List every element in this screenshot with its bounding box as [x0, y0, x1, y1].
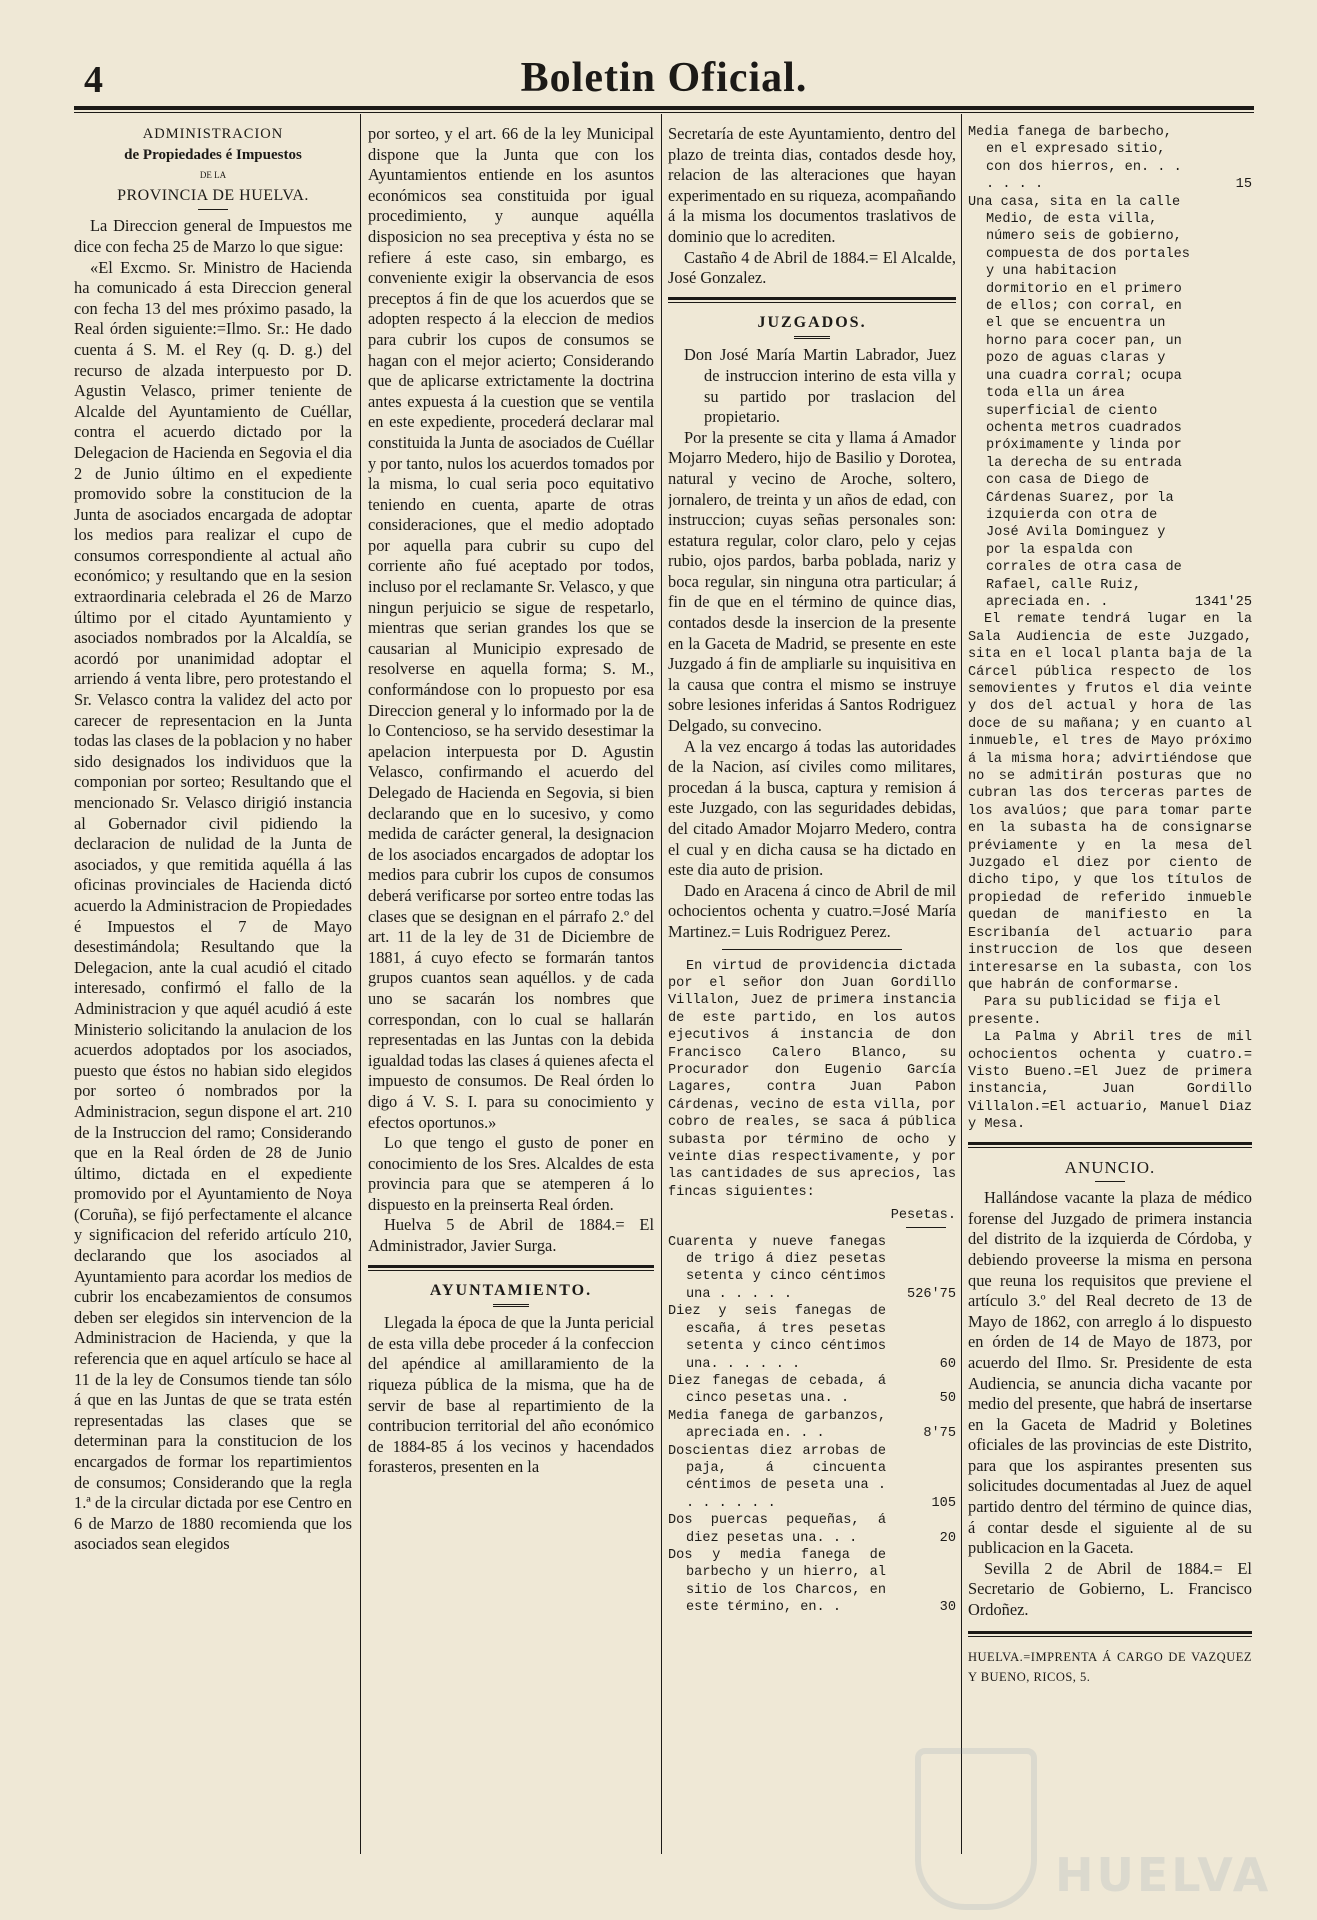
- column-1: [74, 124, 352, 1849]
- separator: [493, 1304, 529, 1307]
- paragraph: Para su publicidad se fija el presente.: [968, 995, 1221, 1028]
- paragraph: A la vez encargo á todas las autoridades de la Nacion, así civiles como militares, procedan á la busca, captura y remision á este Juzgado, con las seguridades debidas, del citado Amador Mojarro Medero, contra el cual y en dicha causa se ha dictado en este dia auto de prision.: [668, 736, 956, 880]
- finca-item: Diez fanegas de cebada, á cinco pesetas una. . 50: [668, 1373, 956, 1407]
- column-divider: [360, 114, 361, 1854]
- separator: [1095, 1181, 1125, 1182]
- paragraph: «El Excmo. Sr. Ministro de Hacienda ha comunicado á esta Direccion general con fecha 13 del mes próximo pasado, la Real órden siguiente:=Ilmo. Sr.: He dado cuenta á S. M. el Rey (q. D. g.) del recurso de alzada interpuesto por D. Agustin Velasco, primer teniente de Alcalde del Ayuntamiento de Cuéllar, contra el acuerdo dictado por la Delegacion de Hacienda en Segovia el dia 2 de Junio último en el expediente promovido sobre la constitucion de la Junta de asociados encargada de adoptar los medios para realizar el cupo de consumos correspondiente al actual año económico; y resultando que en la sesion extraordinaria celebrada el 26 de Marzo último por el citado Ayuntamiento y asociados nombrados por la Alcaldía, se acordó por unanimidad adoptar el arriendo á venta libre, pero protestando el Sr. Velasco contra la validez del acto por carecer de representacion en la Junta todas las clases de la poblacion y no haber sido designados los individuos que la componian por sorteo; Resultando que el mencionado Sr. Velasco dirigió instancia al Gobernador civil pidiendo la declaracion de nulidad de la Junta de asociados, y que remitida aquélla á las oficinas provinciales de Hacienda dictó acuerdo la Administracion de Propiedades é Impuestos el 7 de Mayo desestimándola; Resultando que la Delegacion, ante la cual acudió el citado interesado, confirmó el fallo de la Administracion y que aquél acudió á este Ministerio solicitando la anulacion de los acuerdos adoptados por los asociados, puesto que éstos no habian sido elegidos por sorteo ó nombrados por la Administracion, segun dispone el art. 210 de la Instruccion del ramo; Considerando que en la Real órden de 28 de Junio último, dictada en el expediente promovido por el Ayuntamiento de Noya (Coruña), se fijó perfectamente el alcance y significacion del referido artículo 210, declarando que los asociados al Ayuntamiento para acordar los medios de cubrir los encabezamientos de consumos deben ser elegidos sin intervencion de la Administracion de Hacienda, y que la referencia que en aquel artículo se hace al 11 de la ley de Consumos tiende tan sólo á que en las Juntas de que se trata estén representadas las clases que se determinan para la constitucion de los encargados de formar los repartimientos de consumos; Considerando que la regla 1.ª de la circular dictada por ese Centro en 6 de Marzo de 1880 recomienda que los asociados sean elegidos: [74, 257, 352, 1554]
- section-heading-administracion: ADMINISTRACION de Propiedades é Impuestos DE LA PROVINCIA DE HUELVA.: [117, 126, 309, 204]
- finca-item: Diez y seis fanegas de escaña, á tres pesetas setenta y cinco céntimos una. . . . . . 60: [668, 1304, 956, 1372]
- page-number: 4: [84, 59, 103, 101]
- paragraph: El remate tendrá lugar en la Sala Audiencia de este Juzgado, sita en el local planta baja de la Cárcel pública respecto de los semovientes y frutos el dia veinte y dos del actual y hora de las doce de su mañana; y en cuanto al inmueble, el tres de Mayo próximo á la misma hora; advirtiéndose que no se admitirán posturas que no cubran las dos terceras partes de los avalúos; que para tomar parte en la subasta ha de consignarse préviamente y en la mesa del Juzgado el diez por ciento de dicho tipo, y que los títulos de propiedad de referido inmueble quedan de manifiesto en la Escribanía del actuario para instruccion de los que deseen interesarse en la subasta, con los que habrán de conformarse.: [968, 612, 1252, 993]
- subasta-notice: [668, 958, 956, 1617]
- header-rule: [74, 106, 1254, 110]
- column-2: [368, 124, 654, 1849]
- finca-item: Media fanega de garbanzos, apreciada en. . . 8'75: [668, 1408, 956, 1442]
- subasta-continued: [968, 124, 1252, 1134]
- paragraph: Hallándose vacante la plaza de médico forense del Juzgado de primera instancia del distrito de la izquierda de Córdoba, y debiendo proveerse la misma en persona que reuna los requisitos que previene el artículo 3.º del Real decreto de 13 de Mayo de 1862, con arreglo á lo dispuesto en órden de 14 de Mayo de 1873, por acuerdo del Ilmo. Sr. Presidente de esta Audiencia, se anuncia dicha vacante por medio del presente, que habrá de insertarse en la Gaceta de Madrid y Boletines oficiales de las provincias de este Distrito, para que los aspirantes presenten sus solicitudes documentadas al Juez de aquel partido dentro del término de quince dias, á contar desde el siguiente al de su publicacion en la Gaceta.: [968, 1188, 1252, 1558]
- paragraph: La Palma y Abril tres de mil ochocientos ochenta y cuatro.= Visto Bueno.=El Juez de primera instancia, Juan Gordillo Villalon.=El actuario, Manuel Diaz y Mesa.: [968, 1030, 1252, 1133]
- finca-item: Dos y media fanega de barbecho y un hierro, al sitio de los Charcos, en este término, en. . 30: [668, 1547, 956, 1616]
- section-title-ayuntamiento: AYUNTAMIENTO.: [429, 1281, 593, 1299]
- separator: [722, 949, 902, 950]
- masthead-title: Boletin Oficial.: [520, 55, 808, 101]
- column-4: [968, 124, 1252, 1849]
- paragraph: Llegada la época de que la Junta pericial de esta villa debe proceder á la confeccion del apéndice al amillaramiento de la riqueza pública de la misma, que ha de servir de base al repartimiento de la contribucion territorial del año económico de 1884-85 á los vecinos y hacendados forasteros, presenten en la: [368, 1313, 654, 1477]
- paragraph: Secretaría de este Ayuntamiento, dentro del plazo de treinta dias, contados desde hoy, relacion de las alteraciones que hayan experimentado en su riqueza, acompañando á la misma los documentos traslativos de dominio que lo acrediten.: [668, 124, 956, 246]
- section-title-anuncio: ANUNCIO.: [1064, 1157, 1156, 1177]
- coat-of-arms-icon: [915, 1748, 1037, 1910]
- paragraph: Castaño 4 de Abril de 1884.= El Alcalde, José Gonzalez.: [668, 247, 956, 288]
- paragraph: Por la presente se cita y llama á Amador Mojarro Medero, hijo de Basilio y Dorotea, natural y vecino de Aroche, soltero, jornalero, de treinta y un años de edad, con instruccion; cuyas señas personales son: estatura regular, color claro, pelo y cejas rubio, ojos pardos, barba poblada, nariz y boca regular, sin ninguna otra particular; á fin de que en el término de quince dias, contados desde la insercion de la presente en la Gaceta de Madrid, se presente en este Juzgado á fin de ampliarle su inquisitiva en la causa que contra el mismo se instruye sobre lesiones inferidas á Santos Rodriguez Delgado, su convecino.: [668, 427, 956, 736]
- column-divider: [961, 114, 962, 1854]
- separator: [198, 209, 228, 210]
- paragraph: La Direccion general de Impuestos me dice con fecha 25 de Marzo lo que sigue:: [74, 216, 352, 256]
- separator: [794, 336, 830, 339]
- paragraph: Don José María Martin Labrador, Juez de instruccion interino de esta villa y su partido por traslacion del propietario.: [684, 345, 956, 427]
- section-title-juzgados: JUZGADOS.: [757, 313, 867, 331]
- finca-item: Cuarenta y nueve fanegas de trigo á diez pesetas setenta y cinco céntimos una . . . . . 526'75: [668, 1234, 956, 1302]
- watermark-text: HUELVA: [1055, 1848, 1272, 1902]
- paragraph: En virtud de providencia dictada por el señor don Juan Gordillo Villalon, Juez de primera instancia de este partido, en los autos ejecutivos á instancia de don Francisco Calero Blanco, su Procurador don Eugenio García Lagares, contra Juan Pabon Cárdenas, vecino de esta villa, por cobro de reales, se saca á pública subasta por término de ocho y veinte dias respectivamente, y por las cantidades de sus aprecios, las fincas siguientes:: [668, 958, 956, 1200]
- finca-item: Una casa, sita en la calle Medio, de esta villa, número seis de gobierno, compuesta de dos portales y una habitacion dormitorio en el primero de ellos; con corral, en el que se encuentra un horno para cocer pan, un pozo de aguas claras y una cuadra corral; ocupa toda ella un área superficial de ciento ochenta metros cuadrados próximamente y linda por la derecha de su entrada con casa de Diego de Cárdenas Suarez, por la izquierda con otra de José Avila Dominguez y por la espalda con corrales de otra casa de Rafael, calle Ruiz, apreciada en. . 1341'25: [968, 194, 1252, 610]
- column-divider: [661, 114, 662, 1854]
- section-rule: [968, 1142, 1252, 1148]
- pesetas-label: Pesetas.: [890, 1208, 956, 1224]
- archive-watermark: [905, 1718, 1272, 1918]
- column-3: [668, 124, 956, 1849]
- section-rule: [368, 1265, 654, 1271]
- paragraph: Lo que tengo el gusto de poner en conocimiento de los Sres. Alcaldes de esta provincia para que se atemperen á lo dispuesto en la preinserta Real órden.: [368, 1133, 654, 1214]
- finca-item: Dos puercas pequeñas, á diez pesetas una. . . 20: [668, 1513, 956, 1546]
- page-header: [74, 50, 1254, 110]
- finca-item: Doscientas diez arrobas de paja, á cincuenta céntimos de peseta una . . . . . . . 105: [668, 1443, 956, 1511]
- printer-imprint: HUELVA.=IMPRENTA Á CARGO DE VAZQUEZ Y BUENO, RICOS, 5.: [968, 1649, 1252, 1685]
- finca-item: Media fanega de barbecho, en el expresado sitio, con dos hierros, en. . . . . . . 15: [968, 125, 1252, 193]
- paragraph: Sevilla 2 de Abril de 1884.= El Secretario de Gobierno, L. Francisco Ordoñez.: [968, 1558, 1252, 1620]
- separator: [906, 1227, 946, 1228]
- section-rule: [668, 297, 956, 303]
- paragraph: Huelva 5 de Abril de 1884.= El Administrador, Javier Surga.: [368, 1215, 654, 1256]
- paragraph: Dado en Aracena á cinco de Abril de mil ochocientos ochenta y cuatro.=José María Martinez.= Luis Rodriguez Perez.: [668, 880, 956, 941]
- paragraph: por sorteo, y el art. 66 de la ley Municipal dispone que la Junta que con los Ayuntamientos entiende en los asuntos económicos sea constituida por igual procedimiento, y aunque aquélla disposicion no sea preceptiva y ésta no se refiere á este caso, sin embargo, es conveniente exigir la observancia de esos preceptos á fin de que los acuerdos que se adopten respecto á la eleccion de medios para cubrir los cupos de consumos se hagan con el mejor acierto; Considerando que de aplicarse extrictamente la doctrina antes expuesta á la cuestion que se ventila en este expediente, procederá declarar mal constituida la Junta de asociados de Cuéllar y por tanto, nulos los acuerdos tomados por la misma, lo cual seria poco equitativo teniendo en cuenta, aparte de otras consideraciones, que el medio adoptado por aquella para cubrir su cupo del corriente año fué aceptado por todos, incluso por el reclamante Sr. Velasco, y que ningun perjuicio se sigue de respetarlo, mientras que serian grandes los que se causarian al Municipio expresado de resolverse en aquella forma; S. M., conformándose con lo propuesto por esa Direccion general y lo informado por la de lo Contencioso, se ha servido desestimar la apelacion interpuesta por D. Agustin Velasco, confirmando el acuerdo del Delegado de Hacienda en Segovia, si bien declarando que en lo sucesivo, y como medida de carácter general, la designacion de los asociados encargados de adoptar los medios para cubrir los cupos de consumos deberá verificarse por sorteo entre todas las clases que se designan en el párrafo 2.º del art. 11 de la ley de 31 de Diciembre de 1881, á cuyo efecto se formarán tantos grupos cuantos sean aquéllos. y de cada uno se sacarán los nombres que correspondan, con lo cual se hallarán representadas en las Juntas con la debida igualdad todas las clases á quienes afecta el impuesto de consumos. De Real órden lo digo á V. S. I. para su conocimiento y efectos oportunos.»: [368, 124, 654, 1132]
- section-rule: [968, 1631, 1252, 1637]
- header-rule-thin: [74, 112, 1254, 113]
